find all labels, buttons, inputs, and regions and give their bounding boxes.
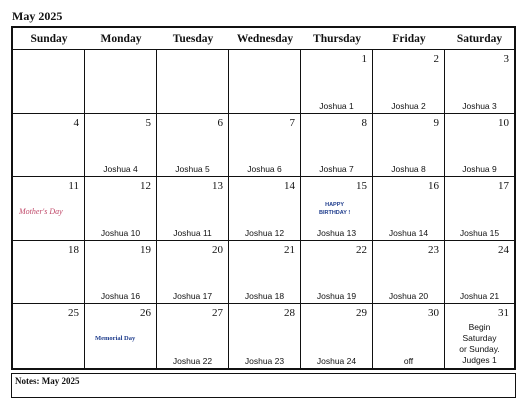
- day-cell: [13, 114, 85, 178]
- day-number: 13: [212, 180, 223, 193]
- reading-label: Joshua 1: [319, 100, 354, 111]
- reading-label: Joshua 12: [244, 227, 285, 238]
- day-cell: [445, 304, 514, 368]
- day-cell: [373, 177, 445, 241]
- reading-label: Joshua 2: [391, 100, 426, 111]
- day-number: 20: [212, 243, 223, 256]
- day-number: 21: [284, 243, 295, 256]
- day-cell: [157, 50, 229, 114]
- day-number: 4: [73, 116, 79, 129]
- day-number: 22: [356, 243, 367, 256]
- reading-label: Joshua 3: [462, 100, 497, 111]
- day-cell: [229, 241, 301, 305]
- day-number: 1: [361, 53, 367, 65]
- day-number: 26: [140, 307, 151, 320]
- day-cell: [85, 177, 157, 241]
- day-cell: [157, 241, 229, 305]
- day-cell: [301, 304, 373, 368]
- day-cell: [229, 177, 301, 241]
- day-cell: [229, 114, 301, 178]
- calendar-title: May 2025: [12, 9, 63, 23]
- birthday-line-1: HAPPY: [325, 202, 345, 209]
- day-cell: [301, 177, 373, 241]
- birthday-graphic: [319, 201, 350, 217]
- day-number: 25: [68, 307, 79, 320]
- reading-label: Joshua 17: [172, 291, 213, 302]
- day-cell: [373, 304, 445, 368]
- reading-label: Joshua 7: [319, 164, 354, 175]
- reading-label: Joshua 23: [244, 355, 285, 366]
- may31-note: [445, 322, 514, 366]
- day-number: 6: [217, 116, 223, 129]
- may31-note-line: Saturday: [462, 332, 497, 343]
- day-number: 23: [428, 243, 439, 256]
- day-cell: [373, 114, 445, 178]
- reading-label: Joshua 13: [316, 227, 357, 238]
- day-number: 17: [498, 180, 509, 193]
- day-number: 5: [145, 116, 151, 129]
- weekday-sunday: Sunday: [30, 32, 68, 45]
- day-cell: [85, 241, 157, 305]
- weekday-header: [13, 28, 514, 50]
- day-cell: [13, 50, 85, 114]
- weekday-friday: Friday: [392, 32, 426, 45]
- day-number: 16: [428, 180, 439, 193]
- weekday-wednesday: Wednesday: [236, 32, 294, 45]
- day-cell: [229, 50, 301, 114]
- day-cell: [85, 304, 157, 368]
- day-number: 18: [68, 243, 79, 256]
- reading-label: Joshua 15: [459, 227, 500, 238]
- day-number: 12: [140, 180, 151, 193]
- reading-label: off: [403, 355, 414, 366]
- reading-label: Joshua 22: [172, 355, 213, 366]
- day-cell: [157, 177, 229, 241]
- day-cell: [13, 304, 85, 368]
- reading-label: Joshua 19: [316, 291, 357, 302]
- day-number: 28: [284, 307, 295, 320]
- day-number: 15: [356, 180, 367, 193]
- day-number: 10: [498, 116, 509, 129]
- day-number: 29: [356, 307, 367, 320]
- calendar-grid: [11, 26, 516, 370]
- day-number: 19: [140, 243, 151, 256]
- day-number: 31: [498, 307, 509, 320]
- day-cell: [157, 114, 229, 178]
- reading-label: Joshua 24: [316, 355, 357, 366]
- reading-label: Joshua 10: [100, 227, 141, 238]
- day-number: 3: [503, 53, 509, 65]
- reading-label: Joshua 5: [175, 164, 210, 175]
- weekday-thursday: Thursday: [313, 32, 361, 45]
- notes-box: [11, 373, 516, 398]
- day-cell: [445, 50, 514, 114]
- may31-note-line: or Sunday.: [459, 343, 500, 354]
- day-number: 7: [289, 116, 295, 129]
- weekday-monday: Monday: [100, 32, 142, 45]
- day-cell: [157, 304, 229, 368]
- day-number: 30: [428, 307, 439, 320]
- day-cell: [13, 177, 85, 241]
- weekday-tuesday: Tuesday: [172, 32, 214, 45]
- day-cell: [301, 241, 373, 305]
- reading-label: Joshua 16: [100, 291, 141, 302]
- day-cell: [373, 241, 445, 305]
- day-number: 14: [284, 180, 295, 193]
- day-cell: [445, 241, 514, 305]
- day-cell: [301, 114, 373, 178]
- reading-label: Joshua 20: [388, 291, 429, 302]
- reading-label: Joshua 18: [244, 291, 285, 302]
- mothers-day-label: Mother's Day: [19, 207, 63, 217]
- day-number: 2: [433, 53, 439, 65]
- day-cell: [445, 177, 514, 241]
- reading-label: Joshua 6: [247, 164, 282, 175]
- memorial-day-label: Memorial Day: [95, 335, 136, 343]
- day-number: 8: [361, 116, 367, 129]
- day-number: 24: [498, 243, 509, 256]
- day-cell: [373, 50, 445, 114]
- day-number: 9: [433, 116, 439, 129]
- day-cell: [85, 114, 157, 178]
- day-number: 27: [212, 307, 223, 320]
- may31-note-line: Begin: [468, 321, 491, 332]
- reading-label: Joshua 8: [391, 164, 426, 175]
- birthday-line-2: BIRTHDAY !: [319, 210, 351, 217]
- notes-label: Notes: May 2025: [15, 376, 80, 386]
- may31-note-line: Judges 1: [462, 354, 497, 365]
- reading-label: Joshua 21: [459, 291, 500, 302]
- day-cell: [445, 114, 514, 178]
- day-cell: [13, 241, 85, 305]
- day-number: 11: [68, 180, 79, 193]
- reading-label: Joshua 14: [388, 227, 429, 238]
- day-cell: [229, 304, 301, 368]
- day-cell: [301, 50, 373, 114]
- day-cell: [85, 50, 157, 114]
- reading-label: Joshua 11: [173, 227, 212, 238]
- day-grid: [13, 50, 514, 368]
- reading-label: Joshua 4: [103, 164, 138, 175]
- reading-label: Joshua 9: [462, 164, 497, 175]
- weekday-saturday: Saturday: [456, 32, 503, 45]
